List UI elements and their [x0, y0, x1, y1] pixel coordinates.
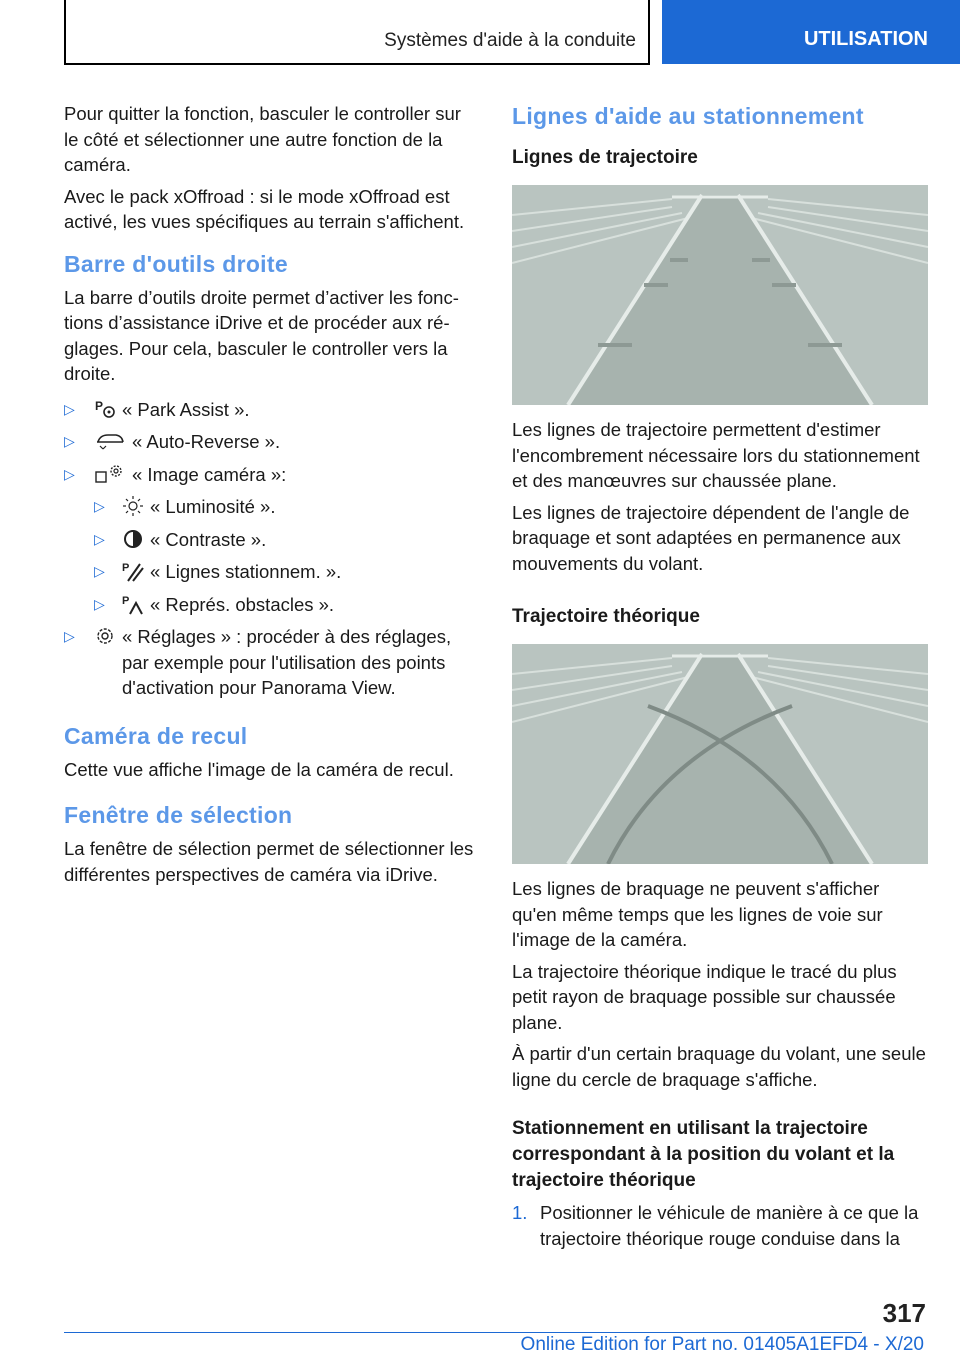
list-item-label: « Réglages » : procéder à des réglages, par exemple pour l'utilisation des points d'activation pour Panorama View. [122, 626, 452, 698]
intro-paragraph-1: Pour quitter la fonction, basculer le controller sur le côté et sélectionner une autre fonction de la caméra. [64, 103, 461, 175]
subitem-parking-lines [64, 559, 476, 585]
footer-edition: Online Edition for Part no. 01405A1EFD4 - X/20 [520, 1334, 924, 1355]
bullet-triangle-icon: ▷ [94, 530, 105, 547]
intro-paragraph-2: Avec le pack xOffroad : si le mode xOffroad est activé, les vues spécifiques au terrain s'affichent. [64, 185, 465, 232]
bullet-triangle-icon: ▷ [64, 433, 75, 449]
list-item-auto-reverse [64, 429, 476, 455]
list-item-label: « Park Assist ». [122, 398, 250, 420]
chapter-tab[interactable] [662, 0, 960, 64]
header-bottom-rule [64, 63, 650, 65]
parking-guides-heading: Lignes d'aide au stationnement [512, 103, 864, 129]
rear-camera-heading: Caméra de recul [64, 722, 248, 749]
step-number: 1. [512, 1202, 528, 1223]
section-title: Systèmes d'aide à la conduite [384, 30, 636, 51]
park-assist-icon [94, 398, 116, 420]
subitem-label: « Luminosité ». [150, 496, 276, 517]
list-item-settings [64, 624, 476, 701]
subitem-brightness [64, 494, 476, 520]
bullet-triangle-icon: ▷ [64, 465, 75, 482]
bullet-triangle-icon: ▷ [64, 628, 75, 644]
subitem-label: « Lignes stationnem. ». [150, 561, 342, 582]
camera-image-icon [94, 463, 126, 485]
theoretical-paragraph-3: À partir d'un certain braquage du volant, une seule ligne du cercle de braquage s'affiche. [512, 1043, 926, 1090]
trajectory-lines-illustration [512, 185, 928, 405]
list-item-camera-image [64, 462, 476, 488]
subitem-contrast [64, 527, 476, 553]
chapter-tab-label: UTILISATION [803, 28, 928, 50]
right-column [512, 101, 928, 1251]
left-column [64, 101, 476, 893]
trajectory-paragraph-2: Les lignes de trajectoire dépendent de l'angle de braquage et sont adaptées en permanence aux mouvements du volant. [512, 501, 910, 574]
theoretical-trajectory-heading: Trajectoire théorique [512, 606, 700, 627]
svg-text:P: P [122, 562, 130, 574]
theoretical-paragraph-1: Les lignes de braquage ne peuvent s'afficher qu'en même temps que les lignes de voie sur l'image de la caméra. [512, 878, 883, 950]
trajectory-paragraph-1: Les lignes de trajectoire permettent d'estimer l'encombrement nécessaire lors du stationnement et des manœuvres sur chaussée plane. [512, 419, 920, 491]
list-item-label: « Image caméra »: [132, 463, 287, 485]
obstacle-marking-icon [122, 593, 144, 615]
selection-window-paragraph: La fenêtre de sélection permet de sélectionner les différentes perspectives de caméra via iDrive. [64, 838, 474, 885]
selection-window-heading: Fenêtre de sélection [64, 802, 293, 828]
footer-rule [64, 1332, 862, 1333]
subitem-obstacle-marking [64, 592, 476, 618]
bullet-triangle-icon: ▷ [94, 498, 105, 514]
subitem-label: « Contraste ». [150, 528, 267, 550]
bullet-triangle-icon: ▷ [94, 595, 105, 612]
parking-lines-icon [122, 560, 144, 582]
trajectory-lines-heading: Lignes de trajectoire [512, 147, 698, 168]
toolbar-heading: Barre d'outils droite [64, 250, 288, 277]
auto-reverse-icon [94, 430, 126, 452]
svg-text:P: P [95, 398, 104, 413]
brightness-icon [122, 495, 144, 517]
theoretical-paragraph-2: La trajectoire théorique indique le tracé du plus petit rayon de braquage possible sur chaussée plane. [512, 960, 897, 1033]
list-item-label: « Auto-Reverse ». [132, 431, 281, 452]
step-1 [512, 1200, 928, 1251]
parking-procedure-heading: Stationnement en utilisant la trajectoire correspondant à la position du volant et la trajectoire théorique [512, 1118, 895, 1191]
contrast-icon [122, 528, 144, 550]
subitem-label: « Représ. obstacles ». [150, 593, 335, 615]
rear-camera-paragraph: Cette vue affiche l'image de la caméra de recul. [64, 758, 454, 780]
theoretical-trajectory-illustration [512, 644, 928, 864]
svg-text:P: P [122, 594, 130, 607]
list-item-park-assist [64, 397, 476, 423]
step-text: Positionner le véhicule de manière à ce que la trajectoire théorique rouge conduise dans la [540, 1202, 919, 1249]
bullet-triangle-icon: ▷ [94, 563, 105, 579]
bullet-triangle-icon: ▷ [64, 400, 75, 417]
gear-icon [94, 625, 116, 647]
toolbar-paragraph: La barre d’outils droite permet d’activer les fonctions d’assistance iDrive et de procéder aux réglages. Pour cela, basculer le controller vers la droite. [64, 286, 459, 384]
header-right-rule [648, 0, 650, 64]
page-number: 317 [882, 1298, 926, 1328]
